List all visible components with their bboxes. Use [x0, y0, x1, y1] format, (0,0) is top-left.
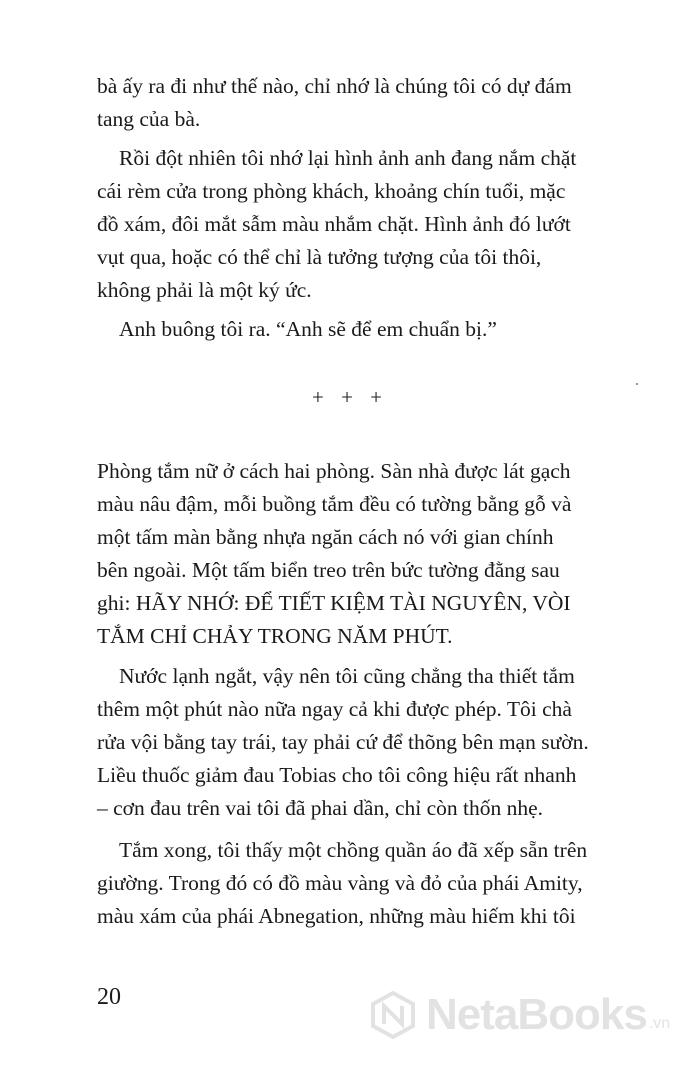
text-line: cái rèm cửa trong phòng khách, khoảng chín tuổi, mặc — [97, 179, 566, 203]
text-line: giường. Trong đó có đồ màu vàng và đỏ của phái Amity, — [97, 871, 583, 895]
text-line: – cơn đau trên vai tôi đã phai dần, chỉ còn thốn nhẹ. — [97, 796, 544, 820]
text-line: tang của bà. — [97, 107, 201, 131]
paragraph-6 — [97, 834, 617, 933]
watermark-brand: NetaBooks — [426, 990, 647, 1039]
text-line: một tấm màn bằng nhựa ngăn cách nó với gian chính — [97, 525, 554, 549]
text-line: ghi: HÃY NHỚ: ĐỂ TIẾT KIỆM TÀI NGUYÊN, VÒI — [97, 591, 571, 615]
text-line: màu xám của phái Abnegation, những màu hiếm khi tôi — [97, 904, 576, 928]
watermark — [368, 990, 670, 1040]
netabooks-logo-icon — [368, 990, 418, 1040]
watermark-suffix: .vn — [648, 1015, 671, 1032]
page-number: 20 — [97, 984, 121, 1010]
text-line: rửa vội bằng tay trái, tay phải cứ để thõng bên mạn sườn. — [97, 730, 589, 754]
text-line: bà ấy ra đi như thế nào, chỉ nhớ là chúng tôi có dự đám — [97, 74, 572, 98]
paragraph-4 — [97, 455, 617, 653]
text-line: không phải là một ký ức. — [97, 278, 312, 302]
text-line: màu nâu đậm, mỗi buồng tắm đều có tường bằng gỗ và — [97, 492, 572, 516]
text-line: vụt qua, hoặc có thể chỉ là tưởng tượng của tôi thôi, — [97, 245, 542, 269]
text-line: Nước lạnh ngắt, vậy nên tôi cũng chẳng tha thiết tắm — [119, 664, 575, 688]
text-line: bên ngoài. Một tấm biển treo trên bức tường đằng sau — [97, 558, 560, 582]
section-separator: + + + — [311, 385, 389, 409]
text-line: Phòng tắm nữ ở cách hai phòng. Sàn nhà được lát gạch — [97, 459, 571, 483]
text-line: Tắm xong, tôi thấy một chồng quần áo đã xếp sẵn trên — [119, 838, 588, 862]
paragraph-1 — [97, 70, 617, 136]
text-line: Anh buông tôi ra. “Anh sẽ để em chuẩn bị.” — [119, 317, 497, 341]
text-line: Rồi đột nhiên tôi nhớ lại hình ảnh anh đang nắm chặt — [119, 146, 577, 170]
speck — [636, 383, 638, 385]
text-line: Liều thuốc giảm đau Tobias cho tôi công hiệu rất nhanh — [97, 763, 577, 787]
text-line: đồ xám, đôi mắt sẫm màu nhắm chặt. Hình ảnh đó lướt — [97, 212, 571, 236]
text-line: TẮM CHỈ CHẢY TRONG NĂM PHÚT. — [97, 624, 453, 648]
text-line: thêm một phút nào nữa ngay cả khi được phép. Tôi chà — [97, 697, 572, 721]
paragraph-5 — [97, 660, 617, 825]
paragraph-2 — [97, 142, 617, 307]
paragraph-3 — [97, 313, 617, 346]
